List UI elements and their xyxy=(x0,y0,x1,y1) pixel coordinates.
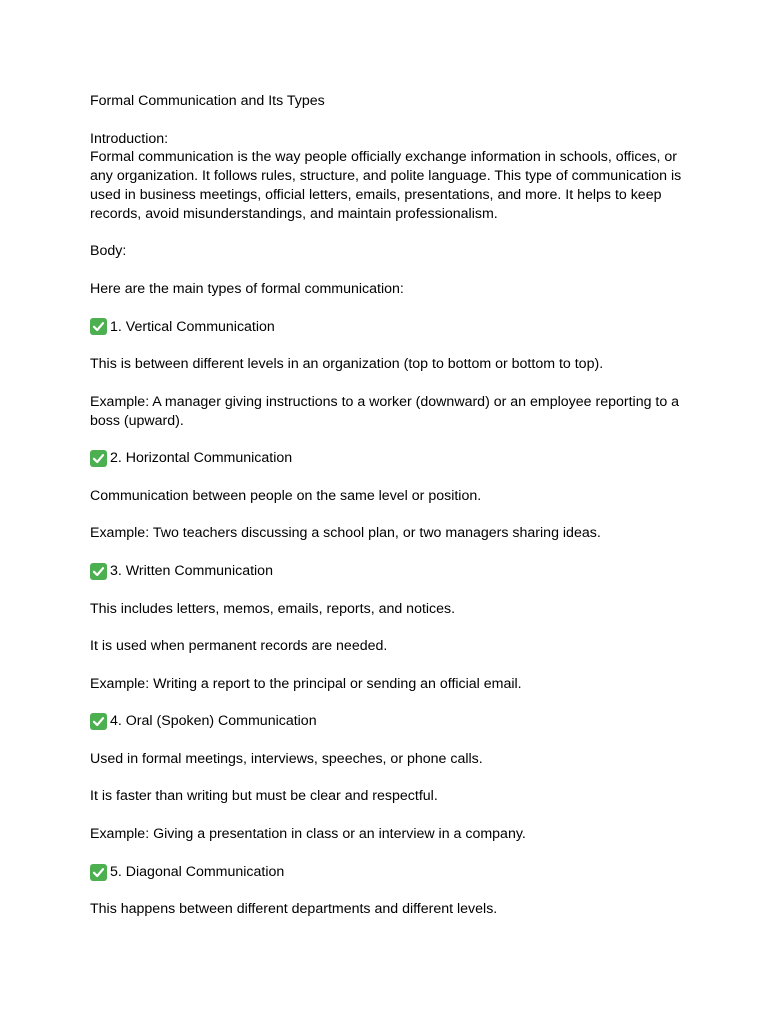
introduction-line: any organization. It follows rules, structure, and polite language. This type of communication is xyxy=(90,168,682,185)
section-heading xyxy=(90,318,680,337)
paragraph-line: Communication between people on the same level or position. xyxy=(90,487,482,504)
spacer xyxy=(90,618,680,637)
introduction-paragraph xyxy=(90,148,680,223)
check-mark-icon xyxy=(90,713,107,730)
paragraph-line: This happens between different departments and different levels. xyxy=(90,901,498,918)
section-heading-text: 2. Horizontal Communication xyxy=(110,450,293,467)
spacer xyxy=(90,694,680,713)
spacer xyxy=(90,224,680,243)
section-paragraph xyxy=(90,524,680,543)
paragraph-line: Example: Writing a report to the principal or sending an official email. xyxy=(90,675,522,692)
section-heading-text: 4. Oral (Spoken) Communication xyxy=(110,713,317,730)
spacer xyxy=(90,374,680,393)
section-paragraph xyxy=(90,825,680,844)
section-paragraph xyxy=(90,787,680,806)
body-label: Body: xyxy=(90,243,127,260)
section-heading xyxy=(90,449,680,468)
introduction-line: Formal communication is the way people officially exchange information in schools, offices, or xyxy=(90,149,677,166)
spacer xyxy=(90,506,680,525)
section-heading xyxy=(90,562,680,581)
section-heading xyxy=(90,863,680,882)
section-heading xyxy=(90,712,680,731)
spacer xyxy=(90,806,680,825)
check-mark-icon xyxy=(90,864,107,881)
section-paragraph xyxy=(90,487,680,506)
spacer xyxy=(90,468,680,487)
check-mark-icon xyxy=(90,563,107,580)
section-paragraph xyxy=(90,393,680,431)
introduction-line: used in business meetings, official letters, emails, presentations, and more. It helps to keep xyxy=(90,186,662,203)
paragraph-line: Example: Giving a presentation in class or an interview in a company. xyxy=(90,826,526,843)
spacer xyxy=(90,656,680,675)
spacer xyxy=(90,543,680,562)
check-mark-icon xyxy=(90,450,107,467)
spacer xyxy=(90,111,680,130)
document-body xyxy=(90,92,680,919)
paragraph-line: This is between different levels in an organization (top to bottom or bottom to top). xyxy=(90,356,604,373)
section-paragraph xyxy=(90,600,680,619)
section-heading-text: 3. Written Communication xyxy=(110,562,273,579)
introduction-label: Introduction: xyxy=(90,130,169,147)
paragraph-line: It is faster than writing but must be clear and respectful. xyxy=(90,788,438,805)
spacer xyxy=(90,881,680,900)
paragraph-line: This includes letters, memos, emails, reports, and notices. xyxy=(90,600,456,617)
spacer xyxy=(90,430,680,449)
paragraph-line: Example: Two teachers discussing a school plan, or two managers sharing ideas. xyxy=(90,525,601,542)
paragraph-line: Example: A manager giving instructions to a worker (downward) or an employee reporting to a xyxy=(90,393,680,410)
section-paragraph xyxy=(90,355,680,374)
introduction-line: records, avoid misunderstandings, and maintain professionalism. xyxy=(90,205,498,222)
spacer xyxy=(90,261,680,280)
section-paragraph xyxy=(90,637,680,656)
spacer xyxy=(90,844,680,863)
spacer xyxy=(90,731,680,750)
spacer xyxy=(90,299,680,318)
spacer xyxy=(90,769,680,788)
check-mark-icon xyxy=(90,318,107,335)
types-intro: Here are the main types of formal communication: xyxy=(90,280,404,297)
section-heading-text: 5. Diagonal Communication xyxy=(110,863,285,880)
sections-list xyxy=(90,299,680,919)
section-paragraph xyxy=(90,675,680,694)
paragraph-line: boss (upward). xyxy=(90,412,184,429)
spacer xyxy=(90,581,680,600)
document-title: Formal Communication and Its Types xyxy=(90,93,325,109)
spacer xyxy=(90,336,680,355)
section-paragraph xyxy=(90,900,680,919)
section-heading-text: 1. Vertical Communication xyxy=(110,318,275,335)
paragraph-line: It is used when permanent records are needed. xyxy=(90,638,388,655)
section-paragraph xyxy=(90,750,680,769)
paragraph-line: Used in formal meetings, interviews, speeches, or phone calls. xyxy=(90,750,483,767)
